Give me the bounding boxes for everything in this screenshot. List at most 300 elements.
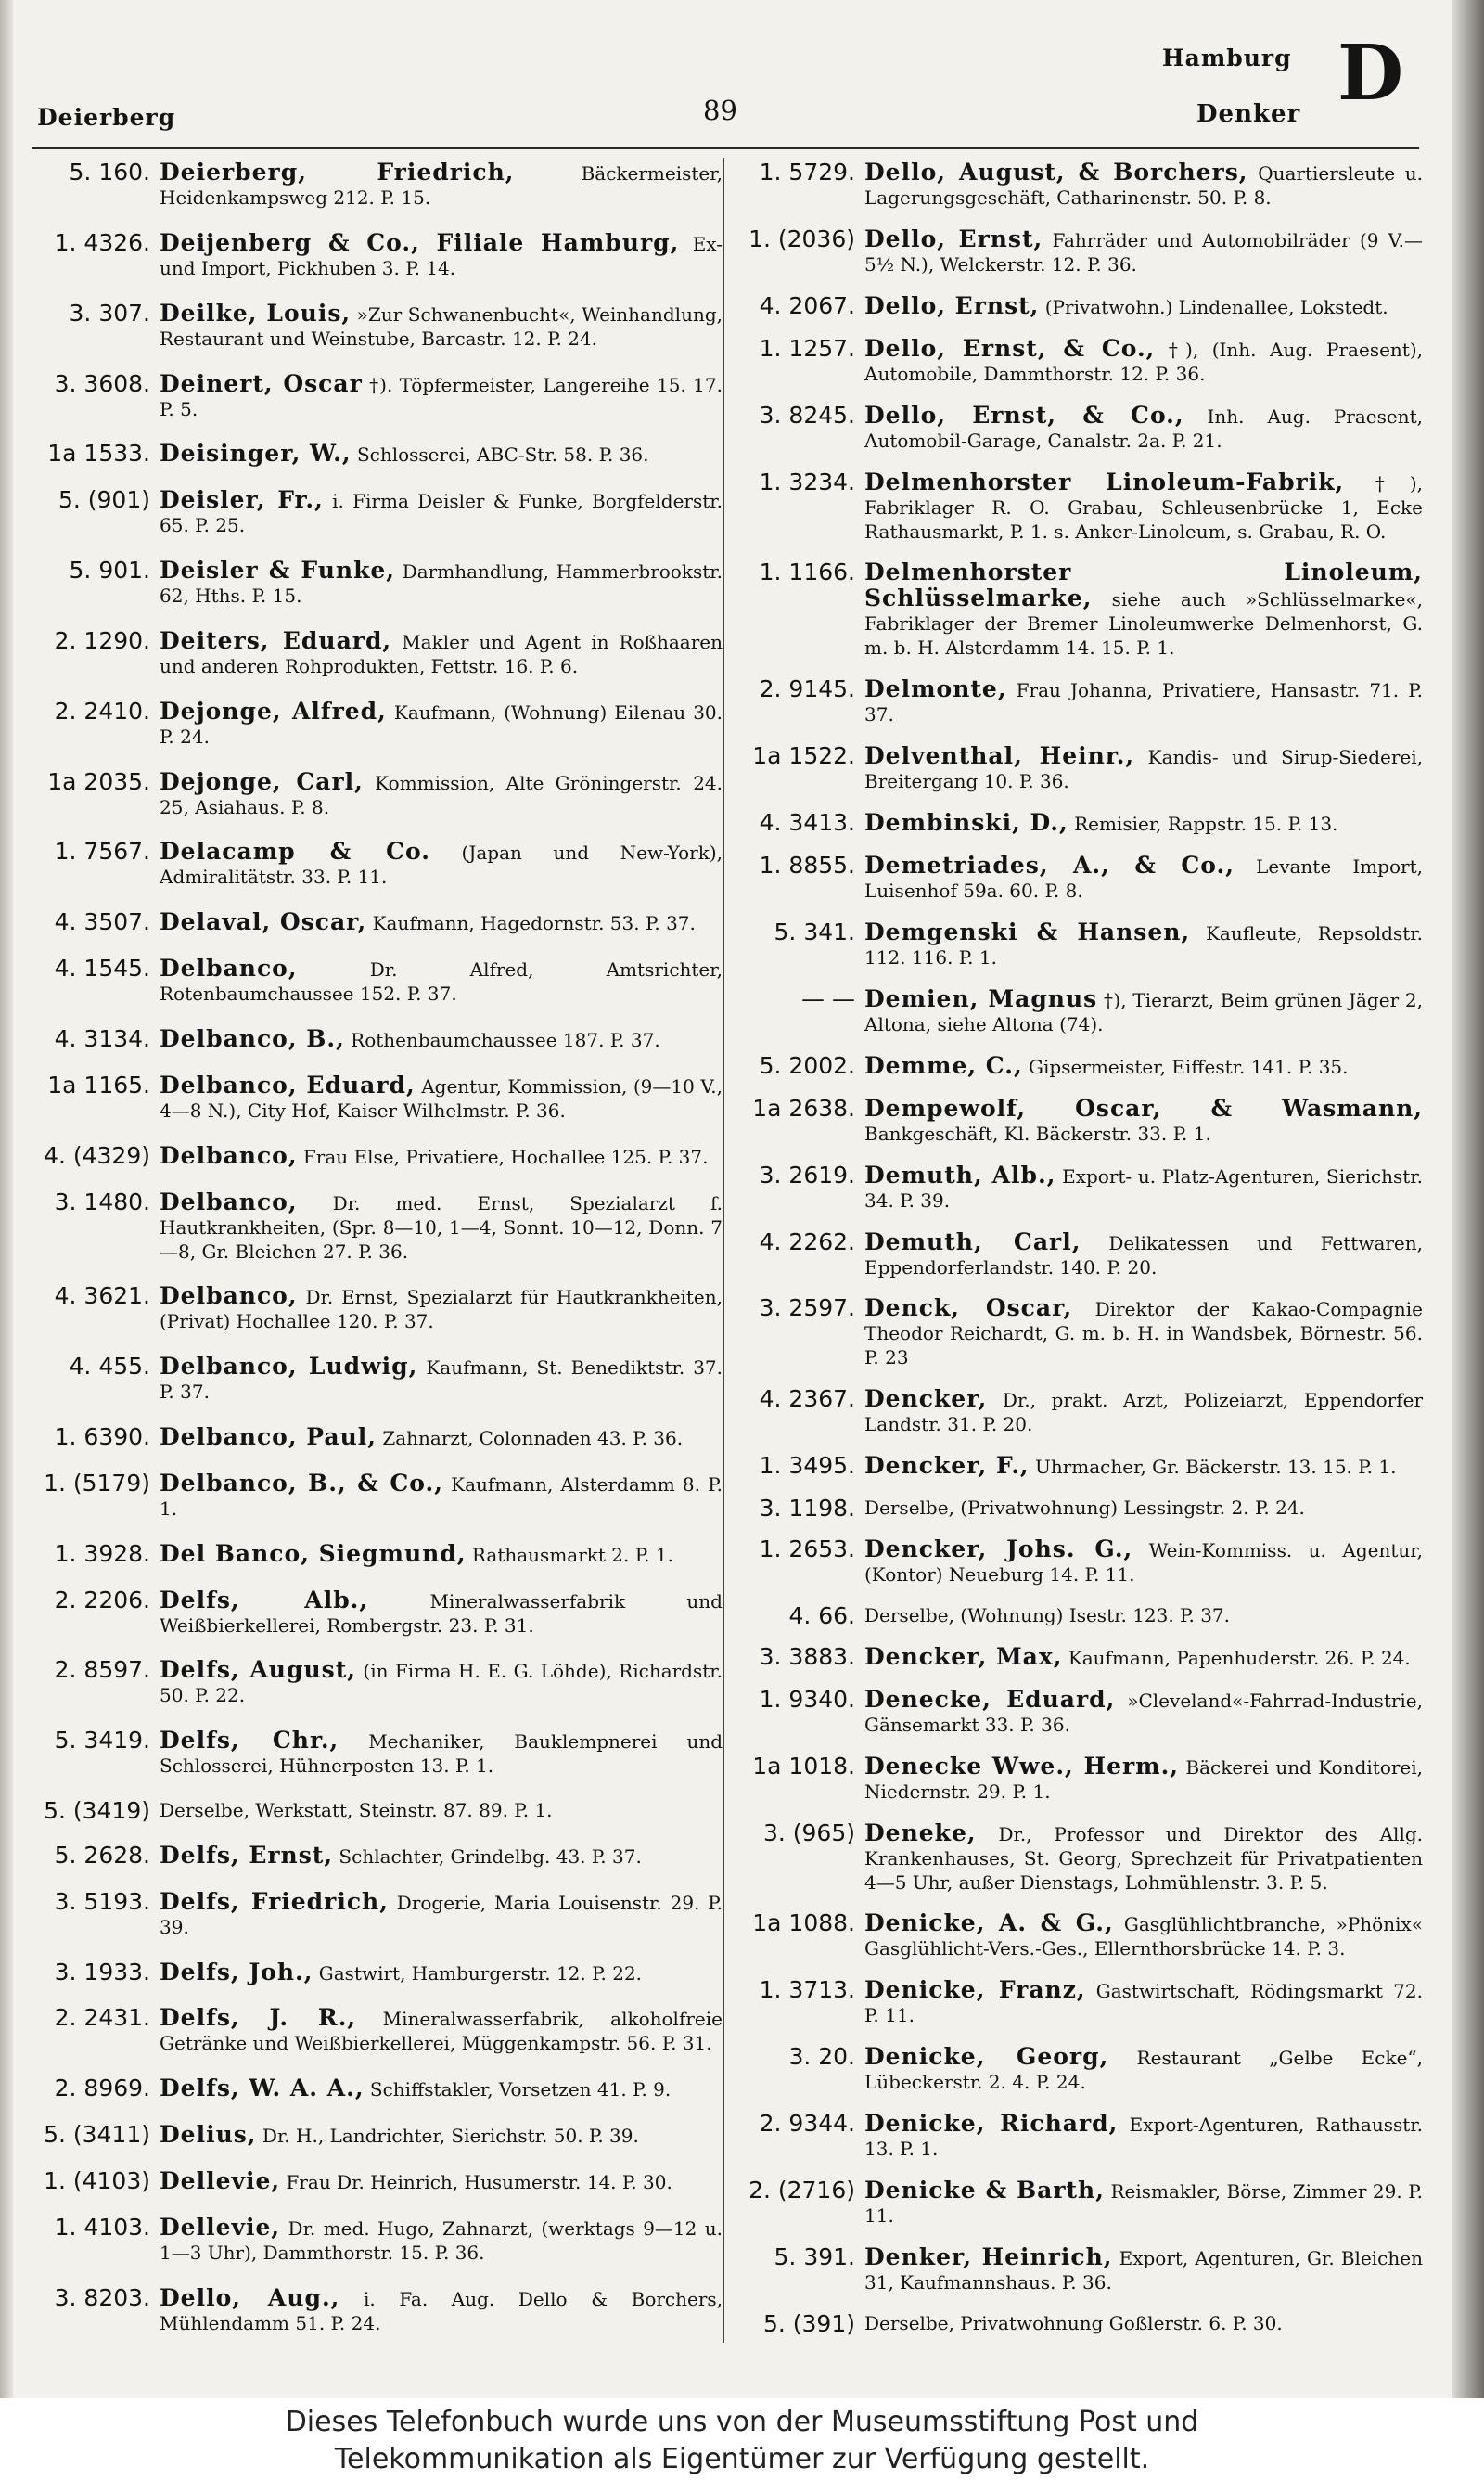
entry-name: Del Banco, Siegmund,: [160, 1539, 467, 1567]
directory-entry: [32, 2215, 723, 2265]
entry-name: Demuth, Carl,: [864, 1227, 1081, 1255]
directory-entry: [736, 1386, 1423, 1436]
entry-name: Deisinger, W.,: [160, 440, 352, 468]
entry-name: Dejonge, Alfred,: [160, 697, 387, 725]
phone-number: 3. 1933.: [54, 1958, 150, 1985]
entry-body: [160, 2215, 723, 2265]
entry-name: Deilke, Louis,: [160, 299, 352, 327]
entry-description: Kaufmann, Papenhuderstr. 26. P. 24.: [1068, 1646, 1411, 1669]
entry-name: Delfs, Chr.,: [160, 1727, 339, 1754]
entry-name: Dellevie,: [160, 2213, 281, 2241]
entry-body: [160, 441, 723, 467]
entry-body: [864, 1453, 1423, 1479]
phone-number: 2. (2716): [748, 2177, 855, 2204]
phone-number: 4. (4329): [44, 1141, 150, 1169]
entry-description: Dr. H., Landrichter, Sierichstr. 50. P. 39.: [262, 2125, 639, 2148]
entry-name: Delbanco, Paul,: [160, 1423, 377, 1451]
entry-name: Dellevie,: [160, 2167, 281, 2194]
entry-name: Delmenhorster Linoleum, Schlüsselmarke,: [864, 559, 1423, 612]
phone-number: 1. 7567.: [54, 838, 150, 866]
directory-entry: [32, 2122, 723, 2148]
phone-number: 5. 2628.: [54, 1841, 150, 1869]
entry-description: Delikatessen und Fettwaren, Eppendorferlandstr. 140. P. 20.: [864, 1231, 1423, 1279]
entry-body: [160, 1960, 723, 1985]
header-city: Hamburg: [1162, 45, 1292, 71]
entry-name: Dencker, F.,: [864, 1452, 1030, 1480]
phone-number: 1a 1165.: [47, 1071, 150, 1099]
phone-number: 1a 1018.: [752, 1752, 855, 1780]
entry-description: (Japan und New-York), Admiralitätstr. 33. P. 11.: [160, 842, 723, 889]
directory-entry: [736, 226, 1423, 276]
phone-number: 1. 9340.: [759, 1685, 855, 1713]
entry-name: Delbanco, B., & Co.,: [160, 1469, 443, 1497]
entry-body: [160, 699, 723, 749]
entry-body: [864, 1386, 1423, 1436]
directory-entry: [32, 1657, 723, 1707]
directory-entry: [32, 487, 723, 537]
phone-number: 2. 9145.: [759, 675, 855, 703]
entry-description: Export- u. Platz-Agenturen, Sierichstr. 34. P. 39.: [864, 1164, 1423, 1212]
phone-number: 3. 2597.: [759, 1294, 855, 1322]
entry-body: [864, 2244, 1423, 2294]
entry-name: Delbanco,: [160, 1282, 298, 1310]
directory-entry: [736, 853, 1423, 903]
directory-entry: [736, 743, 1423, 793]
entry-description: Rothenbaumchaussee 187. P. 37.: [351, 1028, 660, 1051]
entry-name: Dembinski, D.,: [864, 809, 1068, 837]
entry-body: [160, 1843, 723, 1869]
phone-number: 1a 2035.: [47, 767, 150, 795]
phone-number: 3. 3608.: [54, 369, 150, 397]
entry-body: [864, 1163, 1423, 1213]
entry-body: [864, 1820, 1423, 1895]
phone-number: 1. 8855.: [759, 852, 855, 880]
entry-name: Dello, Ernst, & Co.,: [864, 401, 1184, 429]
entry-name: Demuth, Alb.,: [864, 1161, 1056, 1189]
entry-description: Drogerie, Maria Louisenstr. 29. P. 39.: [160, 1891, 723, 1938]
entry-name: Delmenhorster Linoleum-Fabrik,: [864, 468, 1345, 495]
entry-description: siehe auch »Schlüsselmarke«, Fabriklager der Bremer Linoleumwerke Delmenhorst, G. m. b. H. Alsterdamm 14. 15. P. 1.: [864, 588, 1423, 660]
entry-description: (Privatwohn.) Lindenallee, Lokstedt.: [1044, 295, 1388, 318]
phone-number: 1. (4103): [44, 2167, 150, 2194]
entry-body: [864, 160, 1423, 210]
phone-number: 3. (965): [762, 1818, 855, 1846]
phone-number: 4. 455.: [69, 1353, 150, 1381]
directory-entry: [736, 1603, 1423, 1627]
directory-entry: [736, 1977, 1423, 2027]
phone-number: 4. 3621.: [54, 1282, 150, 1310]
page-edge: [1452, 0, 1484, 2398]
directory-entry: [736, 2044, 1423, 2094]
entry-description: †), Fabriklager R. O. Grabau, Schleusenbrücke 1, Ecke Rathausmarkt, P. 1. s. Anker-Linoleum, s. Grabau, R. O.: [864, 471, 1423, 543]
entry-body: [160, 1073, 723, 1123]
entry-description: Direktor der Kakao-Compagnie Theodor Reichardt, G. m. b. H. in Wandsbek, Börnestr. 56. P. 23: [864, 1298, 1423, 1369]
directory-entry: [736, 2244, 1423, 2294]
entry-name: Delfs, Ernst,: [160, 1841, 334, 1869]
directory-entry: [32, 1143, 723, 1169]
entry-name: Dejonge, Carl,: [160, 767, 364, 795]
entry-name: Deiters, Eduard,: [160, 626, 392, 654]
entry-body: [160, 2005, 723, 2055]
entry-body: [864, 293, 1423, 319]
entry-body: [160, 1587, 723, 1638]
entry-description: Bäckerei und Konditorei, Niedernstr. 29. P. 1.: [864, 1755, 1424, 1803]
entry-body: [864, 2311, 1423, 2335]
entry-name: Deisler & Funke,: [160, 557, 395, 585]
entry-name: Dello, August, & Borchers,: [864, 159, 1248, 186]
page-number: 89: [703, 95, 737, 126]
phone-number: 1. 4326.: [54, 228, 150, 256]
entry-body: [160, 839, 723, 889]
entry-body: [160, 1657, 723, 1707]
directory-entry: [736, 810, 1423, 836]
directory-entry: [736, 2178, 1423, 2228]
entry-name: Delbanco,: [160, 1141, 298, 1169]
entry-description: Gipsermeister, Eiffestr. 141. P. 35.: [1029, 1055, 1349, 1078]
phone-number: 5. 391.: [774, 2243, 855, 2270]
directory-entry: [32, 1587, 723, 1638]
entry-body: [160, 769, 723, 819]
entry-name: Deijenberg & Co., Filiale Hamburg,: [160, 228, 680, 256]
phone-number: 2. 8969.: [54, 2075, 150, 2102]
entry-name: Delbanco,: [160, 955, 298, 983]
entry-body: [864, 1536, 1423, 1587]
phone-number: 5. (391): [762, 2309, 855, 2337]
phone-number: 1. 5729.: [759, 159, 855, 186]
entry-body: [864, 2111, 1423, 2161]
phone-number: 1. 3234.: [759, 468, 855, 495]
entry-name: Denker, Heinrich,: [864, 2243, 1113, 2270]
directory-entry: [736, 2311, 1423, 2335]
entry-body: [864, 1910, 1423, 1960]
entry-name: Deneke,: [864, 1818, 977, 1846]
entry-description: Derselbe, (Wohnung) Isestr. 123. P. 37.: [864, 1603, 1231, 1626]
entry-description: i. Firma Deisler & Funke, Borgfelderstr. 65. P. 25.: [160, 490, 723, 537]
entry-body: [864, 226, 1423, 276]
entry-name: Delfs, Joh.,: [160, 1958, 313, 1985]
entry-body: [160, 1189, 723, 1264]
directory-entry: [32, 1471, 723, 1521]
entry-description: Dr., Professor und Direktor des Allg. Krankenhauses, St. Georg, Sprechzeit für Privatpatienten 4—5 Uhr, außer Dienstags, Lohmühlenstr. 3. P. 5.: [864, 1822, 1423, 1894]
header-right-word: Denker: [1196, 100, 1301, 128]
entry-body: [864, 743, 1423, 793]
entry-name: Demgenski & Hansen,: [864, 918, 1191, 945]
entry-description: i. Fa. Aug. Dello & Borchers, Mühlendamm 51. P. 24.: [160, 2287, 723, 2334]
entry-name: Denck, Oscar,: [864, 1294, 1073, 1322]
phone-number: 1a 1522.: [752, 742, 855, 770]
phone-number: 3. 307.: [69, 299, 150, 327]
directory-entry: [736, 1536, 1423, 1587]
entry-name: Demme, C.,: [864, 1051, 1023, 1079]
entry-description: Gastwirt, Hamburgerstr. 12. P. 22.: [318, 1961, 643, 1985]
directory-entry: [32, 1073, 723, 1123]
entry-name: Delbanco, Eduard,: [160, 1071, 416, 1099]
entry-description: Fahrräder und Automobilräder (9 V.—5½ N.), Welckerstr. 12. P. 36.: [864, 228, 1423, 276]
entry-name: Deisler, Fr.,: [160, 486, 324, 514]
header-letter: D: [1337, 29, 1404, 118]
phone-number: 3. 8245.: [759, 401, 855, 429]
directory-entry: [32, 1960, 723, 1985]
directory-entry: [32, 558, 723, 608]
directory-entry: [32, 909, 723, 935]
entry-body: [160, 1889, 723, 1939]
phone-number: 4. 2262.: [759, 1227, 855, 1255]
directory-entry: [32, 769, 723, 819]
directory-entry: [736, 1495, 1423, 1523]
entry-body: [160, 1471, 723, 1521]
directory-entry: [32, 1026, 723, 1052]
entry-description: Schlosserei, ABC-Str. 58. P. 36.: [356, 443, 649, 467]
entry-name: Denicke, Georg,: [864, 2043, 1109, 2071]
phone-number: — —: [801, 984, 855, 1012]
phone-number: 5. (3411): [44, 2121, 150, 2149]
entry-body: [864, 1603, 1423, 1627]
entry-name: Delmonte,: [864, 675, 1007, 703]
footer-notice: [0, 2398, 1484, 2480]
phone-number: 3. 2619.: [759, 1161, 855, 1189]
entry-name: Dencker, Max,: [864, 1642, 1063, 1670]
entry-name: Denicke, Franz,: [864, 1976, 1086, 2004]
phone-number: 3. 3883.: [759, 1642, 855, 1670]
phone-number: 2. 1290.: [54, 626, 150, 654]
entry-description: Kaufmann, St. Benediktstr. 37. P. 37.: [160, 1356, 723, 1404]
phone-number: 3. 5193.: [54, 1887, 150, 1915]
directory-entry: [32, 301, 723, 351]
directory-entry: [32, 628, 723, 678]
entry-name: Dencker, Johs. G.,: [864, 1536, 1133, 1563]
entry-name: Denicke, A. & G.,: [864, 1909, 1114, 1937]
entry-description: Restaurant „Gelbe Ecke“, Lübeckerstr. 2. 4. P. 24.: [864, 2047, 1423, 2094]
directory-entry: [736, 559, 1423, 660]
phone-number: 3. 20.: [788, 2043, 855, 2071]
entry-body: [160, 1026, 723, 1052]
entry-description: Schiffstakler, Vorsetzen 41. P. 9.: [369, 2078, 672, 2101]
phone-number: 1. 1257.: [759, 334, 855, 362]
directory-entry: [736, 1687, 1423, 1737]
entry-body: [160, 1143, 723, 1169]
directory-entry: [736, 1163, 1423, 1213]
phone-number: 1. 3928.: [54, 1539, 150, 1567]
entry-body: [864, 1053, 1423, 1079]
entry-name: Deierberg, Friedrich,: [160, 159, 515, 186]
entry-description: Schlachter, Grindelbg. 43. P. 37.: [339, 1844, 642, 1868]
entry-name: Deinert, Oscar: [160, 369, 363, 397]
entry-body: [160, 1283, 723, 1333]
phone-number: 4. 3507.: [54, 908, 150, 936]
entry-name: Delfs, Friedrich,: [160, 1887, 389, 1915]
entry-body: [160, 230, 723, 280]
entry-name: Delaval, Oscar,: [160, 908, 367, 936]
entry-description: (in Firma H. E. G. Löhde), Richardstr. 50. P. 22.: [160, 1660, 723, 1707]
entry-description: †), Tierarzt, Beim grünen Jäger 2, Altona, siehe Altona (74).: [864, 988, 1423, 1035]
directory-entry: [736, 403, 1423, 453]
footer-line-2: Telekommunikation als Eigentümer zur Verfügung gestellt.: [334, 2443, 1150, 2475]
entry-name: Delbanco, Ludwig,: [160, 1353, 418, 1381]
entry-description: Reismakler, Börse, Zimmer 29. P. 11.: [864, 2180, 1424, 2228]
entry-body: [864, 919, 1423, 970]
directory-entry: [32, 699, 723, 749]
entry-body: [864, 1496, 1423, 1520]
entry-description: Derselbe, Privatwohnung Goßlerstr. 6. P. 30.: [864, 2311, 1283, 2334]
entry-description: »Cleveland«-Fahrrad-Industrie, Gänsemarkt 33. P. 36.: [864, 1689, 1423, 1736]
phone-number: 5. 901.: [69, 557, 150, 585]
column-divider: [723, 158, 724, 2343]
entry-description: †). Töpfermeister, Langereihe 15. 17. P. 5.: [160, 373, 723, 420]
entry-description: Remisier, Rappstr. 15. P. 13.: [1074, 813, 1338, 836]
entry-body: [160, 1798, 723, 1822]
entry-body: [160, 2122, 723, 2148]
directory-entry: [32, 1843, 723, 1869]
entry-name: Dello, Aug.,: [160, 2283, 340, 2311]
entry-name: Delbanco, B.,: [160, 1024, 345, 1052]
directory-entry: [736, 1453, 1423, 1479]
entry-description: Kaufleute, Repsoldstr. 112. 116. P. 1.: [864, 921, 1423, 969]
phone-number: 2. 2206.: [54, 1586, 150, 1613]
entry-body: [864, 1977, 1423, 2027]
directory-entry: [736, 469, 1423, 544]
phone-number: 3. 1198.: [759, 1495, 855, 1523]
entry-name: Delbanco,: [160, 1188, 298, 1215]
entry-description: Agentur, Kommission, (9—10 V., 4—8 N.), City Hof, Kaiser Wilhelmstr. P. 36.: [160, 1074, 723, 1122]
entry-description: Quartiersleute u. Lagerungsgeschäft, Catharinenstr. 50. P. 8.: [864, 162, 1424, 209]
entry-body: [864, 2044, 1423, 2094]
directory-entry: [736, 1644, 1423, 1670]
phone-number: 1. 3713.: [759, 1976, 855, 2004]
phone-number: 1. 6390.: [54, 1423, 150, 1451]
directory-entry: [736, 1229, 1423, 1279]
entry-description: Dr. Ernst, Spezialarzt für Hautkrankheiten, (Privat) Hochallee 120. P. 37.: [160, 1286, 723, 1333]
entry-body: [864, 1644, 1423, 1670]
entry-description: »Zur Schwanenbucht«, Weinhandlung, Restaurant und Weinstube, Barcastr. 12. P. 24.: [160, 302, 723, 350]
directory-entry: [32, 2005, 723, 2055]
phone-number: 1. (5179): [44, 1469, 150, 1497]
entry-description: Dr. med. Ernst, Spezialarzt f. Hautkrankheiten, (Spr. 8—10, 1—4, Sonnt. 10—12, Donn. 7—8, Gr. Bleichen 27. P. 36.: [160, 1191, 723, 1263]
directory-entry: [32, 1728, 723, 1778]
directory-entry: [736, 1295, 1423, 1369]
phone-number: 5. 3419.: [54, 1727, 150, 1754]
entry-body: [160, 1354, 723, 1404]
right-column: [736, 160, 1423, 2335]
entry-description: Frau Johanna, Privatiere, Hansastr. 71. P. 37.: [864, 679, 1423, 726]
entry-description: Levante Import, Luisenhof 59a. 60. P. 8.: [864, 855, 1423, 903]
entry-description: Rathausmarkt 2. P. 1.: [471, 1543, 673, 1566]
entry-body: [160, 487, 723, 537]
entry-body: [160, 2168, 723, 2194]
footer-line-1: Dieses Telefonbuch wurde uns von der Museumsstiftung Post und: [285, 2406, 1199, 2438]
entry-description: Zahnarzt, Colonnaden 43. P. 36.: [382, 1427, 684, 1450]
entry-name: Delacamp & Co.: [160, 838, 430, 866]
directory-entry: [32, 2285, 723, 2335]
phone-number: 1. 1166.: [759, 559, 855, 586]
entry-description: Mineralwasserfabrik, alkoholfreie Getränke und Weißbierkellerei, Müggenkampstr. 56. P. 31.: [160, 2008, 723, 2055]
directory-entry: [32, 1354, 723, 1404]
phone-number: 1a 2638.: [752, 1094, 855, 1122]
entry-body: [864, 1295, 1423, 1369]
entry-body: [160, 2075, 723, 2101]
directory-entry: [736, 986, 1423, 1036]
directory-entry: [32, 371, 723, 421]
entry-body: [864, 986, 1423, 1036]
phone-number: 5. 2002.: [759, 1051, 855, 1079]
entry-name: Demien, Magnus: [864, 984, 1098, 1012]
entry-description: Wein-Kommiss. u. Agentur, (Kontor) Neueburg 14. P. 11.: [864, 1539, 1423, 1587]
entry-description: Mineralwasserfabrik und Weißbierkellerei, Rombergstr. 23. P. 31.: [160, 1589, 723, 1637]
entry-description: Bäckermeister, Heidenkampsweg 212. P. 15.: [160, 162, 723, 209]
entry-body: [160, 2285, 723, 2335]
phone-number: 4. 1545.: [54, 955, 150, 983]
entry-body: [160, 558, 723, 608]
entry-body: [864, 336, 1423, 386]
entry-name: Delfs, Alb.,: [160, 1586, 369, 1613]
entry-body: [160, 301, 723, 351]
phone-number: 5. (3419): [44, 1797, 150, 1825]
phone-number: 1. 2653.: [759, 1536, 855, 1563]
entry-body: [160, 956, 723, 1006]
entry-name: Dello, Ernst,: [864, 291, 1040, 319]
entry-body: [160, 1728, 723, 1778]
directory-entry: [736, 1910, 1423, 1960]
directory-entry: [32, 230, 723, 280]
phone-number: 1. 4103.: [54, 2213, 150, 2241]
directory-entry: [32, 2075, 723, 2101]
entry-name: Delventhal, Heinr.,: [864, 742, 1135, 770]
directory-entry: [32, 1541, 723, 1567]
entry-name: Delfs, J. R.,: [160, 2004, 357, 2032]
header-left-word: Deierberg: [37, 104, 176, 131]
directory-entry: [736, 1820, 1423, 1895]
entry-description: Kaufmann, (Wohnung) Eilenau 30. P. 24.: [160, 700, 723, 748]
entry-description: Kaufmann, Alsterdamm 8. P. 1.: [160, 1472, 723, 1520]
directory-entry: [736, 1754, 1423, 1804]
entry-body: [864, 2178, 1423, 2228]
entry-description: Bankgeschäft, Kl. Bäckerstr. 33. P. 1.: [864, 1122, 1211, 1145]
entry-body: [864, 676, 1423, 726]
entry-description: †), (Inh. Aug. Praesent), Automobile, Dammthorstr. 12. P. 36.: [864, 338, 1423, 385]
entry-name: Dello, Ernst,: [864, 225, 1043, 252]
phone-number: 1. (2036): [748, 225, 855, 252]
entry-name: Dello, Ernst, & Co.,: [864, 334, 1156, 362]
entry-body: [864, 810, 1423, 836]
entry-description: Dr. med. Hugo, Zahnarzt, (werktags 9—12 u. 1—3 Uhr), Dammthorstr. 15. P. 36.: [160, 2217, 723, 2264]
directory-entry: [32, 956, 723, 1006]
phone-number: 1a 1533.: [47, 440, 150, 468]
entry-description: Export-Agenturen, Rathausstr. 13. P. 1.: [864, 2114, 1424, 2161]
entry-description: Ex- und Import, Pickhuben 3. P. 14.: [160, 232, 723, 279]
directory-entry: [32, 2168, 723, 2194]
phone-number: 4. 66.: [788, 1601, 855, 1629]
phone-number: 2. 9344.: [759, 2110, 855, 2138]
phone-number: 4. 3134.: [54, 1024, 150, 1052]
directory-entry: [736, 2111, 1423, 2161]
book-binding: [0, 0, 13, 2398]
directory-entry: [736, 160, 1423, 210]
entry-body: [160, 371, 723, 421]
directory-entry: [736, 1053, 1423, 1079]
directory-entry: [736, 336, 1423, 386]
entry-body: [864, 1687, 1423, 1737]
entry-body: [864, 559, 1423, 660]
entry-description: Mechaniker, Bauklempnerei und Schlosserei, Hühnerposten 13. P. 1.: [160, 1730, 723, 1778]
entry-description: Dr. Alfred, Amtsrichter, Rotenbaumchaussee 152. P. 37.: [160, 958, 723, 1006]
entry-body: [864, 1754, 1423, 1804]
entry-description: Inh. Aug. Praesent, Automobil-Garage, Canalstr. 2a. P. 21.: [864, 405, 1424, 452]
phone-number: 2. 2410.: [54, 697, 150, 725]
entry-name: Denecke, Eduard,: [864, 1685, 1116, 1713]
entry-name: Denecke Wwe., Herm.,: [864, 1752, 1180, 1780]
phone-number: 5. 341.: [774, 918, 855, 945]
directory-entry: [736, 919, 1423, 970]
entry-body: [160, 1424, 723, 1450]
